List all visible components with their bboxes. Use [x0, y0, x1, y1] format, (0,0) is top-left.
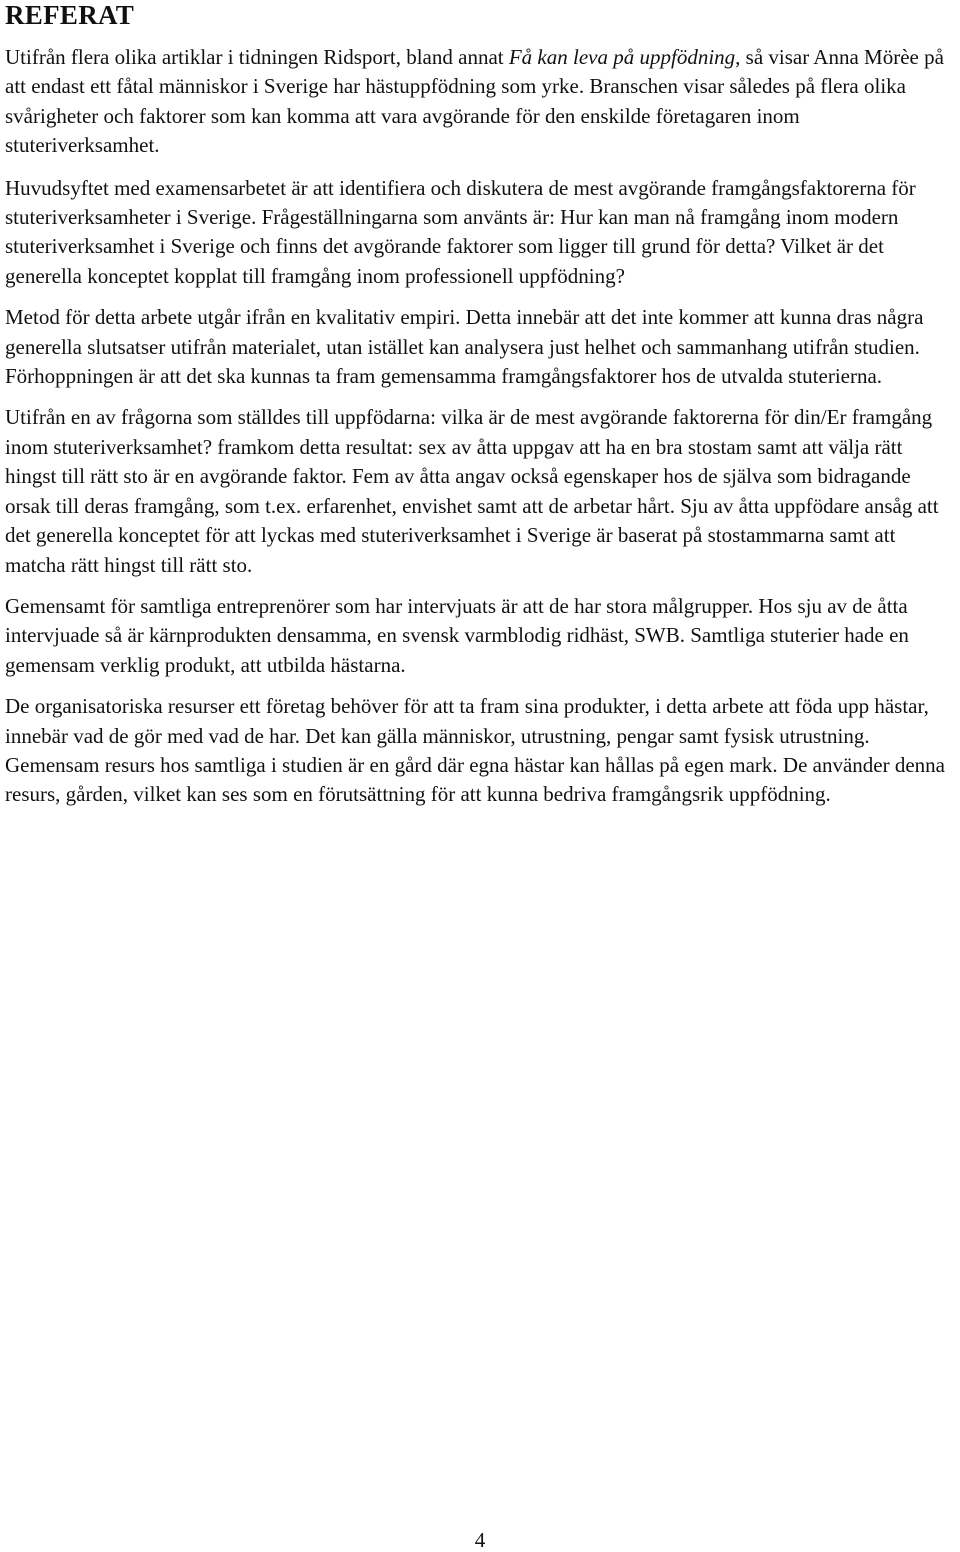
article-title: Få kan leva på uppfödning,: [508, 45, 741, 69]
paragraph-intro-text-end: så visar Anna Mörèe på att endast ett fåtal människor i Sverige har hästuppfödning som yrke. Branschen visar således på flera olika svårigheter och faktorer som kan komma att vara avgörande för den enskilde företagaren inom stuteriverksamhet.: [5, 45, 944, 158]
paragraph-target-groups: Gemensamt för samtliga entreprenörer som har intervjuats är att de har stora målgrupper. Hos sju av de åtta intervjuade så är kärnprodukten densamma, en svensk varmblodig ridhäst, SWB. Samtliga stuterier hade en gemensam verklig produkt, att utbilda hästarna.: [5, 593, 909, 677]
paragraph-intro: [5, 43, 955, 161]
paragraph-intro-text-start: Utifrån flera olika artiklar i tidningen Ridsport, bland annat: [5, 45, 509, 69]
paragraph-purpose: Huvudsyftet med examensarbetet är att identifiera och diskutera de mest avgörande framgångsfaktorerna för stuteriverksamheter i Sverige. Frågeställningarna som använts är: Hur kan man nå framgång inom modern stuteriverksamhet i Sverige och finns det avgörande faktorer som ligger till grund för detta? Vilket är det generella konceptet kopplat till framgång inom professionell uppfödning?: [5, 175, 916, 288]
page-number: 4: [474, 1528, 486, 1552]
page-title: REFERAT: [5, 0, 135, 30]
paragraph-method: Metod för detta arbete utgår ifrån en kvalitativ empiri. Detta innebär att det inte kommer att kunna dras några generella slutsatser utifrån materialet, utan istället kan analysera just helhet och sammanhang utifrån studien. Förhoppningen är att det ska kunnas ta fram gemensamma framgångsfaktorer hos de utvalda stuterierna.: [5, 305, 924, 389]
paragraph-resources: De organisatoriska resurser ett företag behöver för att ta fram sina produkter, i detta arbete att föda upp hästar, innebär vad de gör med vad de har. Det kan gälla människor, utrustning, pengar samt fysisk utrustning. Gemensam resurs hos samtliga i studien är en gård där egna hästar kan hållas på egen mark. De använder denna resurs, gården, vilket kan ses som en förutsättning för att kunna bedriva framgångsrik uppfödning.: [5, 694, 945, 807]
document-page: [5, 0, 955, 810]
paragraph-results: Utifrån en av frågorna som ställdes till uppfödarna: vilka är de mest avgörande faktorerna för din/Er framgång inom stuteriverksamhet? framkom detta resultat: sex av åtta uppgav att ha en bra stostam samt att välja rätt hingst till rätt sto är en avgörande faktor. Fem av åtta angav också egenskaper hos de själva som bidragande orsak till deras framgång, som t.ex. erfarenhet, envishet samt att de arbetar hårt. Sju av åtta uppfödare ansåg att det generella konceptet för att lyckas med stuteriverksamhet i Sverige är baserat på stostammarna samt att matcha rätt hingst till rätt sto.: [5, 405, 939, 577]
